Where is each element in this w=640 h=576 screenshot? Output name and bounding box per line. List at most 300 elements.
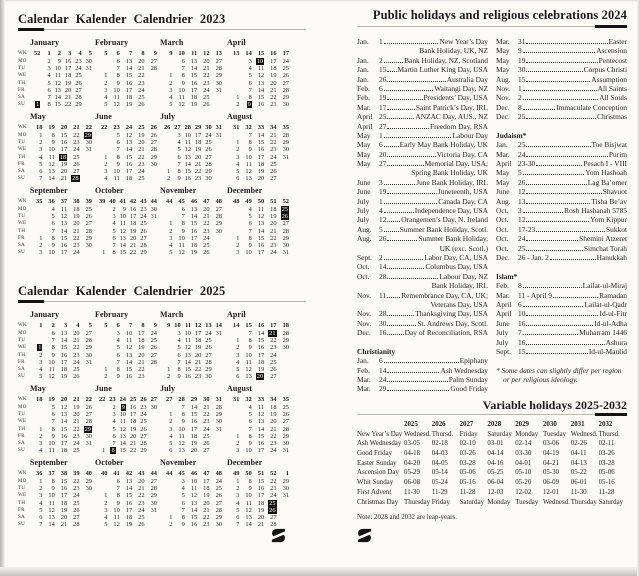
dot-leader: [526, 325, 593, 326]
date-cell: 6: [181, 58, 185, 65]
row-label: [357, 420, 404, 430]
holiday-day: 26 - Jan. 2: [518, 252, 549, 262]
value-cell: 05-29: [404, 469, 421, 477]
date-cell: 11: [184, 139, 191, 147]
date-cell: [212, 359, 222, 366]
dot-leader: [384, 259, 424, 260]
week-number-cell: 12: [194, 322, 202, 329]
date-cell: 19: [73, 404, 80, 411]
date-cell: 22: [270, 234, 277, 242]
date-cell: 23: [73, 139, 80, 147]
date-cell: [227, 426, 239, 433]
date-cell: 26: [75, 79, 82, 87]
dates-row-su: [227, 447, 290, 454]
week-number-cell: 43: [140, 198, 147, 205]
date-cell: 7: [116, 146, 120, 154]
date-cell: 18: [138, 337, 145, 345]
date-cell: [95, 213, 105, 220]
date-cell: [277, 507, 289, 514]
date-cell: 5: [116, 344, 120, 352]
date-cell: 8: [51, 478, 55, 485]
date-cell: [212, 154, 222, 161]
date-cell: 17: [270, 58, 277, 65]
dates-row-su: [160, 249, 223, 256]
date-cell: [95, 352, 107, 359]
calendar-month-row: [18, 38, 306, 109]
value-cell: Tuesday: [542, 430, 567, 438]
holiday-month: June: [496, 187, 510, 197]
date-cell: 6: [169, 447, 173, 455]
value-cell: 04-05: [431, 459, 448, 467]
table-row: [357, 430, 627, 440]
holiday-entry: [357, 234, 488, 243]
day-label-sa: SA: [18, 440, 25, 446]
dates-row-sa: [95, 440, 158, 447]
date-cell: 26: [73, 506, 80, 514]
month-march: [160, 38, 223, 108]
holiday-day: 17: [379, 102, 387, 112]
dates-row-sa: [30, 514, 93, 521]
dates-row-sa: [30, 440, 93, 447]
dot-leader: [387, 81, 445, 82]
date-cell: 16: [64, 58, 72, 65]
date-cell: 19: [257, 365, 265, 373]
holiday-name: Early May Bank Holiday, UK: [399, 140, 488, 150]
date-cell: 4: [104, 93, 108, 101]
holiday-day: 2: [518, 93, 522, 103]
date-cell: 18: [60, 365, 68, 373]
calendar-section-2023: [18, 12, 306, 258]
date-cell: [95, 206, 105, 213]
day-label-tu: TU: [18, 214, 26, 220]
dates-row-sa: [227, 366, 290, 373]
value-cell: 03-28: [598, 459, 615, 467]
value-cell: 03-05: [404, 440, 421, 448]
calendar-month-row: [18, 384, 306, 455]
date-cell: 14: [125, 358, 133, 366]
date-cell: 29: [205, 365, 212, 373]
month-april: [227, 310, 290, 380]
date-cell: 23: [270, 344, 277, 352]
date-cell: 13: [60, 330, 68, 337]
date-cell: 3: [236, 153, 240, 161]
day-label-wk: WK: [18, 471, 27, 476]
date-cell: 6: [47, 86, 51, 94]
holiday-name: Labour Day, NZ: [439, 271, 488, 281]
holiday-name: Columbus Day, USA: [425, 262, 488, 272]
date-cell: 21: [138, 146, 145, 154]
dates-row-sa: [227, 94, 290, 101]
week-numbers-row: [30, 48, 93, 58]
date-cell: 28: [205, 160, 212, 168]
date-cell: 15: [257, 93, 265, 101]
date-cell: 18: [270, 206, 277, 213]
date-cell: [30, 213, 42, 220]
day-label-wk: WK: [18, 323, 27, 328]
holiday-name: Tisha Be’av: [591, 196, 627, 206]
date-cell: 25: [205, 337, 212, 345]
date-cell: 15: [60, 132, 68, 139]
date-cell: 12: [113, 101, 120, 109]
week-number-cell: 12: [203, 50, 210, 57]
date-cell: 6: [248, 418, 252, 426]
date-cell: 16: [125, 160, 133, 168]
dates-row-th: [227, 228, 290, 235]
holiday-entry: [357, 187, 488, 196]
date-cell: 19: [60, 160, 68, 168]
dot-leader: [384, 137, 452, 138]
date-cell: 31: [215, 132, 222, 139]
date-cell: 25: [270, 160, 277, 168]
value-cell: Wednesd.: [570, 430, 598, 438]
date-cell: 20: [64, 86, 72, 94]
date-cell: [277, 373, 289, 380]
date-cell: 2: [104, 499, 108, 507]
holiday-entry: [357, 197, 488, 206]
holiday-day: 3: [379, 177, 383, 187]
date-cell: 19: [138, 344, 145, 352]
date-cell: 16: [190, 79, 198, 87]
holiday-continuation: [357, 281, 488, 290]
holiday-name: Labour Day: [452, 130, 488, 140]
value-cell: Monday: [487, 498, 511, 506]
week-number-cell: 9: [169, 50, 173, 57]
year-header-cell: 2025: [404, 421, 418, 428]
holiday-month: Jan.: [496, 140, 508, 150]
dates-row-sa: [160, 94, 223, 101]
holiday-name: Martin Luther King Day, USA: [397, 65, 488, 75]
date-cell: 17: [257, 153, 265, 161]
date-cell: 13: [119, 234, 126, 242]
dot-leader: [523, 52, 596, 53]
holiday-month: July: [496, 337, 509, 347]
date-cell: 11: [184, 337, 191, 345]
holiday-name: Easter: [608, 37, 627, 46]
date-cell: 3: [39, 249, 43, 257]
date-cell: [160, 485, 172, 492]
dates-row-we: [227, 418, 290, 425]
holiday-name: Independence Day, USA: [414, 206, 488, 216]
date-cell: 3: [39, 358, 43, 366]
week-number-cell: 5: [88, 50, 92, 57]
dates-row-tu: [160, 485, 223, 492]
highlighted-holiday-date: 28: [72, 175, 79, 183]
day-label-fr: FR: [18, 87, 25, 93]
holiday-name: Lag Ba’omer: [587, 177, 627, 187]
holidays-column-left: [357, 37, 488, 394]
month-name: May: [30, 112, 46, 121]
holiday-month: Aug.: [496, 196, 511, 206]
week-number-cell: 6: [116, 50, 120, 57]
date-cell: 20: [138, 478, 145, 485]
date-cell: 7: [51, 337, 55, 345]
week-number-cell: 52: [270, 470, 277, 477]
holiday-month: Sept.: [496, 346, 511, 356]
date-cell: 14: [125, 65, 133, 73]
date-cell: [160, 478, 172, 485]
holiday-continuation: [357, 300, 488, 309]
day-label-wk: WK: [18, 51, 27, 56]
date-cell: 30: [282, 485, 289, 493]
date-cell: 3: [39, 492, 43, 500]
date-cell: [30, 344, 42, 351]
value-cell: 12-03: [487, 488, 504, 496]
date-cell: 21: [270, 132, 277, 139]
dates-row-fr: [160, 161, 223, 168]
dates-row-fr: [95, 507, 158, 514]
date-cell: 31: [85, 439, 92, 447]
date-cell: 12: [257, 411, 265, 419]
dates-row-sa: [30, 94, 93, 101]
date-cell: 21: [203, 506, 210, 514]
date-cell: 7: [39, 521, 43, 529]
date-cell: 12: [119, 227, 126, 235]
date-cell: 10: [48, 249, 55, 257]
dot-leader: [384, 203, 437, 204]
date-cell: 11: [54, 72, 61, 80]
date-cell: 10: [119, 411, 126, 419]
holiday-month: Oct.: [496, 215, 509, 225]
day-label-sa: SA: [18, 94, 25, 100]
dates-row-mo: [227, 206, 290, 213]
year-header-cell: 2026: [431, 421, 446, 428]
date-cell: 18: [60, 499, 68, 507]
date-cell: 16: [125, 499, 133, 507]
date-cell: 9: [177, 373, 181, 381]
date-cell: 9: [116, 499, 120, 507]
date-cell: 12: [113, 521, 120, 529]
date-cell: 1: [169, 513, 173, 521]
week-numbers-row: [160, 468, 223, 478]
date-cell: 6: [177, 351, 181, 359]
week-number-cell: 37: [60, 198, 68, 205]
week-number-cell: 24: [119, 396, 126, 403]
date-cell: 25: [282, 404, 289, 411]
date-cell: 6: [248, 79, 252, 87]
highlighted-holiday-date: 29: [84, 132, 91, 139]
date-cell: 29: [75, 101, 82, 109]
date-cell: 25: [203, 432, 210, 440]
holiday-month: June: [496, 318, 510, 328]
date-cell: [227, 80, 239, 87]
date-cell: 2: [104, 373, 108, 381]
date-cell: 11: [113, 93, 120, 101]
dates-row-tu: [95, 213, 158, 220]
dates-row-su: [160, 447, 223, 454]
date-cell: 24: [215, 478, 222, 485]
date-cell: 21: [138, 485, 145, 493]
date-cell: 23: [73, 432, 80, 440]
week-number-cell: 52: [282, 198, 289, 205]
week-number-cell: 27: [166, 396, 173, 403]
value-cell: 04-19: [542, 450, 560, 458]
date-cell: 1: [167, 365, 171, 373]
week-number-cell: 14: [233, 322, 240, 329]
month-name: October: [95, 186, 124, 195]
date-cell: 22: [203, 513, 210, 521]
holiday-entry: [357, 215, 488, 224]
value-cell: 03-26: [459, 450, 476, 458]
holiday-day: 28: [379, 309, 387, 319]
holiday-entry: [357, 309, 488, 318]
week-number-cell: 45: [178, 198, 185, 205]
dot-leader: [384, 231, 399, 232]
date-cell: [145, 514, 157, 521]
holiday-entry: [496, 187, 627, 196]
holiday-day: 12: [379, 215, 387, 225]
week-number-cell: 25: [129, 396, 137, 403]
date-cell: 23: [140, 404, 147, 411]
date-cell: 24: [73, 358, 80, 366]
date-cell: 2: [236, 439, 240, 447]
date-cell: 24: [205, 330, 212, 337]
date-cell: 20: [73, 330, 80, 337]
date-cell: 5: [236, 506, 240, 514]
date-cell: 29: [282, 337, 289, 345]
date-cell: [95, 228, 105, 235]
date-cell: 23: [73, 485, 80, 493]
date-cell: 28: [215, 404, 222, 411]
week-number-cell: 14: [215, 322, 222, 329]
week-number-cell: 10: [178, 50, 185, 57]
date-cell: 2: [236, 101, 240, 109]
week-number-cell: 8: [141, 50, 145, 57]
dot-leader: [387, 118, 414, 119]
dot-leader: [526, 250, 583, 251]
date-cell: [210, 94, 222, 101]
date-cell: 31: [85, 146, 92, 154]
dates-row-fr: [160, 433, 223, 440]
date-cell: 11: [126, 337, 133, 345]
dates-row-sa: [95, 514, 158, 521]
date-cell: 28: [150, 146, 157, 154]
dates-row-mo: [227, 478, 290, 485]
dates-row-th: [95, 500, 158, 507]
title-rule-2023: [18, 29, 306, 30]
holiday-name: Juneteenth, USA: [437, 187, 488, 197]
week-numbers-row: [227, 122, 290, 132]
date-cell: 9: [116, 373, 120, 381]
date-cell: [277, 175, 289, 182]
dates-row-th: [30, 426, 93, 433]
date-cell: 5: [169, 249, 173, 257]
date-cell: 12: [60, 213, 68, 221]
value-cell: 05-10: [515, 469, 532, 477]
dates-row-th: [160, 500, 223, 507]
date-cell: [147, 440, 157, 447]
date-cell: 29: [215, 220, 222, 228]
dates-row-mo: [160, 58, 223, 65]
date-cell: 23: [203, 79, 210, 87]
date-cell: 21: [194, 160, 202, 168]
dates-row-we: [160, 418, 223, 425]
date-cell: 5: [248, 411, 252, 419]
week-number-cell: 40: [85, 470, 92, 477]
date-cell: 1: [169, 72, 173, 80]
date-cell: 20: [203, 58, 210, 65]
date-cell: 2: [236, 241, 240, 249]
holidays-page-title: Public holidays and religious celebrations 2024: [372, 8, 627, 22]
date-cell: 1: [236, 93, 240, 101]
dates-row-th: [30, 500, 93, 507]
holiday-name: Epiphany: [459, 356, 488, 366]
date-cell: 3: [248, 58, 252, 65]
week-numbers-row: [30, 468, 93, 478]
date-cell: [227, 411, 239, 418]
dates-row-fr: [95, 359, 158, 366]
dot-leader: [387, 325, 416, 326]
date-cell: 31: [282, 492, 289, 500]
day-label-fr: FR: [18, 507, 25, 513]
week-number-cell: 18: [36, 396, 43, 403]
week-number-cell: 7: [128, 322, 133, 329]
date-cell: [30, 220, 42, 227]
date-cell: [147, 242, 157, 249]
date-cell: 7: [177, 160, 181, 168]
date-cell: 30: [150, 206, 157, 213]
date-cell: 5: [177, 146, 181, 154]
month-may: [30, 112, 93, 182]
date-cell: 7: [248, 86, 252, 94]
date-cell: [30, 72, 40, 79]
date-cell: 18: [125, 513, 133, 521]
date-cell: 27: [205, 351, 212, 359]
date-cell: [277, 213, 289, 220]
date-cell: 15: [257, 234, 265, 242]
week-number-cell: 3: [63, 322, 68, 329]
dates-row-sa: [160, 242, 223, 249]
day-labels-column: [18, 48, 30, 108]
date-cell: 28: [150, 485, 157, 493]
date-cell: [212, 161, 222, 168]
holiday-month: April: [496, 309, 512, 319]
date-cell: 22: [73, 425, 80, 433]
holiday-name: Presidents’ Day, USA: [423, 93, 488, 103]
value-cell: 02-14: [515, 440, 532, 448]
date-cell: 2: [39, 351, 43, 359]
date-cell: 23: [270, 241, 277, 249]
day-labels-column: [18, 320, 30, 380]
date-cell: 8: [51, 132, 55, 139]
date-cell: [95, 344, 107, 351]
date-cell: 6: [51, 330, 55, 337]
section-heading: Islam*: [496, 271, 518, 281]
date-cell: [160, 132, 170, 139]
week-number-cell: 31: [233, 124, 240, 131]
date-cell: 23: [140, 206, 147, 213]
date-cell: [212, 175, 222, 182]
date-cell: [147, 228, 157, 235]
date-cell: 21: [73, 418, 80, 426]
date-cell: 24: [282, 58, 289, 65]
month-name: January: [30, 310, 60, 319]
date-cell: 17: [138, 330, 145, 337]
date-cell: 3: [169, 86, 173, 94]
dates-row-mo: [160, 478, 223, 485]
date-cell: 5: [112, 227, 116, 235]
date-cell: 30: [215, 521, 222, 529]
dates-row-sa: [227, 242, 290, 249]
date-cell: 9: [177, 175, 181, 183]
dot-leader: [387, 390, 449, 391]
date-cell: 4: [39, 365, 43, 373]
dot-leader: [387, 165, 423, 166]
date-cell: 3: [112, 213, 116, 221]
date-cell: 7: [39, 175, 43, 183]
date-cell: 29: [205, 167, 212, 175]
holiday-day: 1: [518, 83, 522, 93]
dates-row-we: [160, 344, 223, 351]
